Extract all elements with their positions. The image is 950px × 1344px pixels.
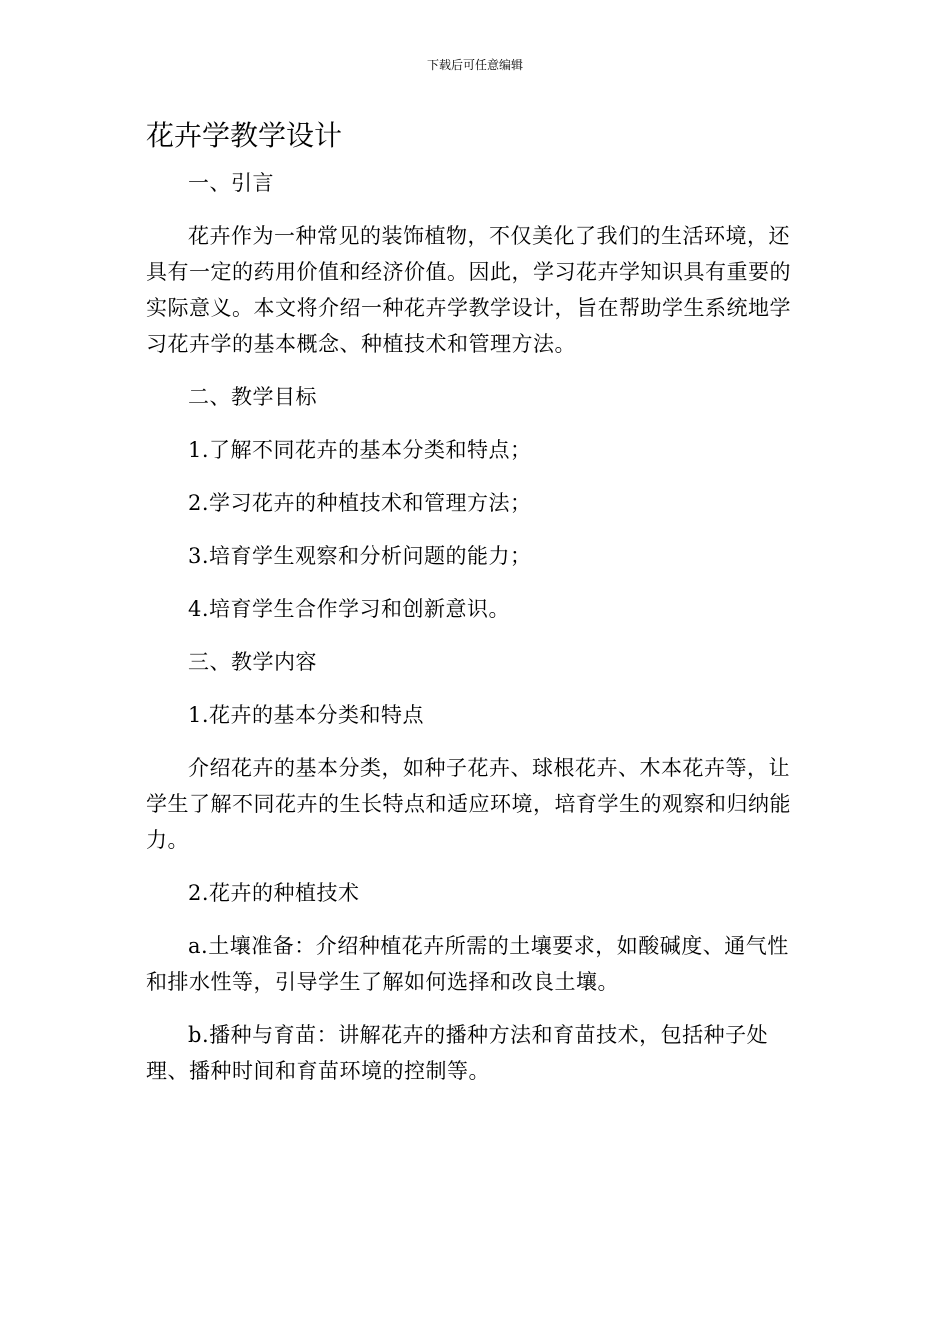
paragraph-sowing: b.播种与育苗：讲解花卉的播种方法和育苗技术，包括种子处理、播种时间和育苗环境的控制等。 xyxy=(146,1023,769,1083)
goal-item-2: 2.学习花卉的种植技术和管理方法； xyxy=(188,491,532,515)
section-heading-introduction: 一、引言 xyxy=(188,171,274,195)
paragraph-introduction: 花卉作为一种常见的装饰植物，不仅美化了我们的生活环境，还具有一定的药用价值和经济价值。因此，学习花卉学知识具有重要的实际意义。本文将介绍一种花卉学教学设计，旨在帮助学生系统地学习花卉学的基本概念、种植技术和管理方法。 xyxy=(146,224,791,356)
document-body xyxy=(146,165,796,1106)
section-heading-content: 三、教学内容 xyxy=(188,650,317,674)
paragraph-classification: 介绍花卉的基本分类，如种子花卉、球根花卉、木本花卉等，让学生了解不同花卉的生长特点和适应环境，培育学生的观察和归纳能力。 xyxy=(146,756,791,852)
subheading-planting: 2.花卉的种植技术 xyxy=(188,881,360,905)
goal-item-4: 4.培育学生合作学习和创新意识。 xyxy=(188,597,511,621)
paragraph-soil: a.土壤准备：介绍种植花卉所需的土壤要求，如酸碱度、通气性和排水性等，引导学生了解如何选择和改良土壤。 xyxy=(146,934,789,994)
section-heading-goals: 二、教学目标 xyxy=(188,385,317,409)
document-title: 花卉学教学设计 xyxy=(146,119,343,152)
subheading-classification: 1.花卉的基本分类和特点 xyxy=(188,703,425,727)
header-note: 下载后可任意编辑 xyxy=(426,58,523,72)
goal-item-3: 3.培育学生观察和分析问题的能力； xyxy=(188,544,532,568)
goal-item-1: 1.了解不同花卉的基本分类和特点； xyxy=(188,438,532,462)
